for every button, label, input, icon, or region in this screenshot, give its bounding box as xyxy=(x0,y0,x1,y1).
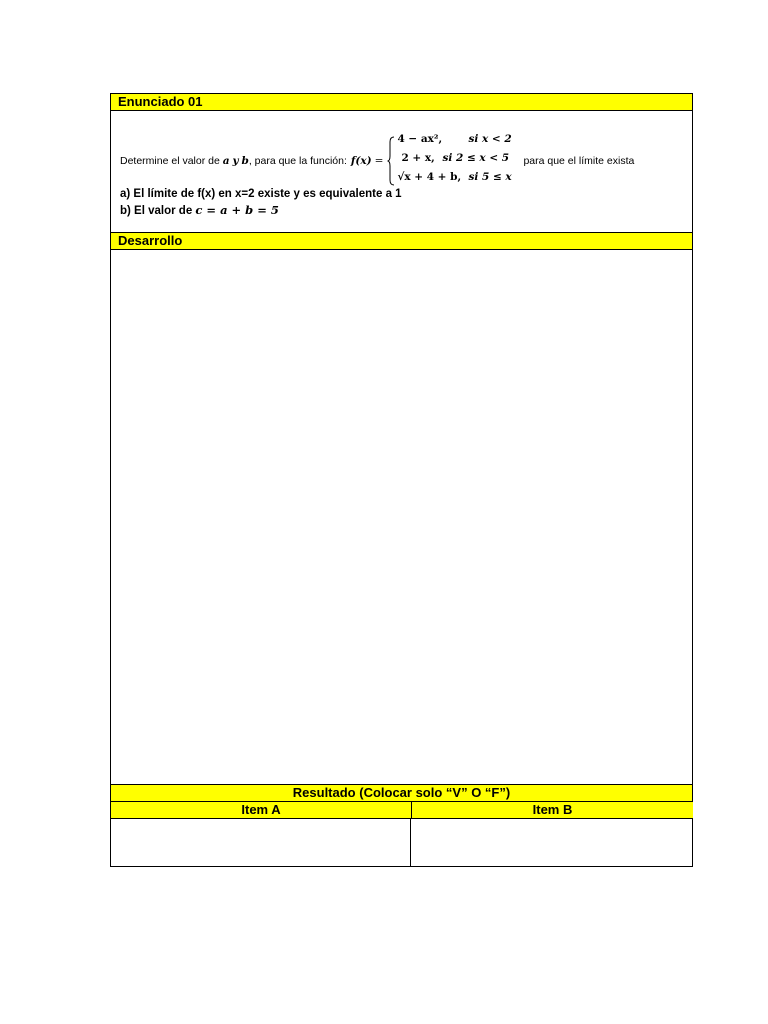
case-2 xyxy=(401,152,510,164)
var-a: a xyxy=(222,155,230,167)
equals-sign: = xyxy=(374,155,384,167)
function-name: f(x) xyxy=(350,155,372,167)
after-text: para que el límite exista xyxy=(523,155,635,167)
var-b: b xyxy=(241,155,249,167)
item-a-header: Item A xyxy=(111,802,412,818)
case-3 xyxy=(397,171,512,183)
case-3-expr: √x + 4 + b, xyxy=(397,171,462,183)
case-1-cond: si x < 2 xyxy=(468,133,512,145)
intro-cont: , para que la función: xyxy=(248,155,347,167)
result-answers xyxy=(111,819,692,866)
statement-header: Enunciado 01 xyxy=(111,94,692,111)
item-b-expr: c = a + b = 5 xyxy=(195,203,279,217)
statement-items xyxy=(120,186,402,219)
item-b-line xyxy=(120,202,402,219)
item-b-answer-cell[interactable] xyxy=(411,819,692,866)
development-header: Desarrollo xyxy=(111,233,692,250)
statement-body xyxy=(111,111,692,233)
intro-text: Determine el valor de xyxy=(120,155,220,167)
conj-y: y xyxy=(232,155,239,167)
item-b-header: Item B xyxy=(412,802,693,818)
result-columns xyxy=(111,802,692,819)
case-2-cond: si 2 ≤ x < 5 xyxy=(442,152,510,164)
development-area[interactable] xyxy=(111,250,692,785)
result-header: Resultado (Colocar solo “V” O “F”) xyxy=(111,785,692,802)
case-1 xyxy=(397,133,512,145)
case-1-expr: 4 − ax², xyxy=(397,133,443,145)
brace-icon xyxy=(387,136,395,186)
item-a-text: a) El límite de f(x) en x=2 existe y es equivalente a 1 xyxy=(120,188,402,200)
item-a-answer-cell[interactable] xyxy=(111,819,411,866)
item-b-prefix: b) El valor de xyxy=(120,205,193,217)
exercise-sheet xyxy=(110,93,693,867)
problem-line xyxy=(120,133,634,189)
piecewise-function xyxy=(387,133,517,189)
case-3-cond: si 5 ≤ x xyxy=(468,171,512,183)
case-2-expr: 2 + x, xyxy=(401,152,435,164)
